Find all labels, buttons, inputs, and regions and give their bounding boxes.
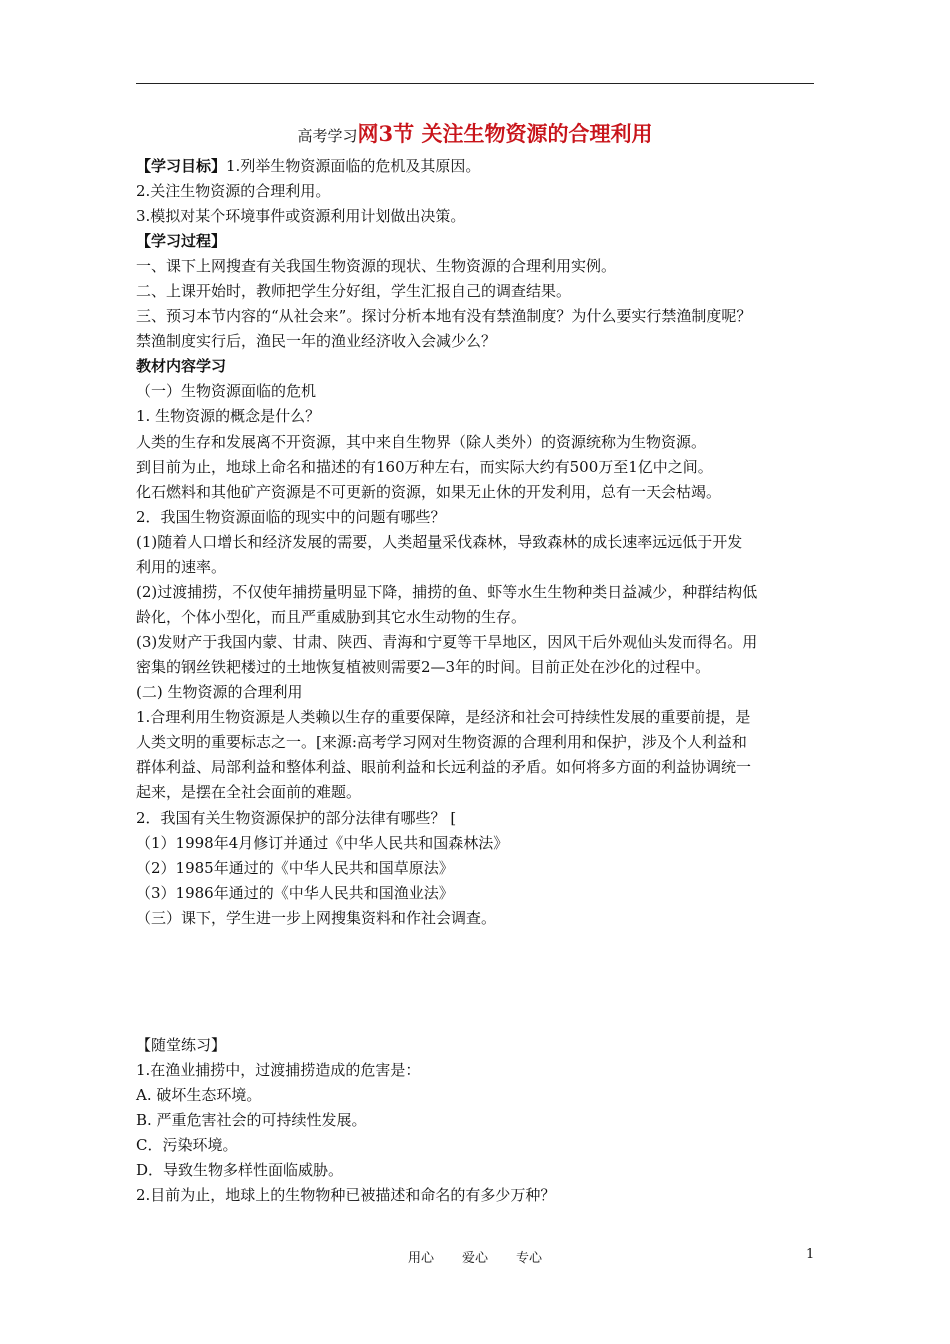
practice-line: A. 破坏生态环境。 (136, 1086, 262, 1104)
practice-line: C．污染环境。 (136, 1136, 238, 1154)
page-title (0, 118, 950, 148)
content-line: （1）1998年4月修订并通过《中华人民共和国森林法》 (136, 834, 509, 852)
content-line: (2)过渡捕捞，不仅使年捕捞量明显下降，捕捞的鱼、虾等水生生物种类日益减少，种群结构低 (136, 583, 758, 601)
content-line: （2）1985年通过的《中华人民共和国草原法》 (136, 859, 454, 877)
objective-item: 3.模拟对某个环境事件或资源利用计划做出决策。 (136, 207, 466, 225)
content-line: 2．我国有关生物资源保护的部分法律有哪些？ [ (136, 809, 457, 827)
content-line: 2．我国生物资源面临的现实中的问题有哪些？ (136, 508, 446, 526)
objective-item: 1.列举生物资源面临的危机及其原因。 (226, 157, 481, 175)
header-rule (136, 83, 814, 84)
objectives-label: 【学习目标】 (136, 157, 227, 175)
content-line: 起来，是摆在全社会面前的难题。 (136, 783, 362, 801)
process-line: 二、上课开始时，教师把学生分好组，学生汇报自己的调查结果。 (136, 282, 572, 300)
content-line: (3)发财产于我国内蒙、甘肃、陕西、青海和宁夏等干旱地区，因风干后外观仙头发而得名。用 (136, 633, 758, 651)
objectives-line-1 (136, 154, 480, 179)
practice-line: B. 严重危害社会的可持续性发展。 (136, 1111, 367, 1129)
content-line: 1. 生物资源的概念是什么？ (136, 407, 321, 425)
content-line: (二) 生物资源的合理利用 (136, 683, 303, 701)
practice-line: 2.目前为止，地球上的生物物种已被描述和命名的有多少万种？ (136, 1186, 556, 1204)
content-line: 龄化，个体小型化，而且严重威胁到其它水生动物的生存。 (136, 608, 527, 626)
content-heading: 教材内容学习 (136, 357, 227, 375)
content-line: （一）生物资源面临的危机 (136, 382, 317, 400)
footer-word: 用心 (407, 1251, 434, 1266)
process-line: 禁渔制度实行后，渔民一年的渔业经济收入会减少么？ (136, 332, 497, 350)
content-line: 利用的速率。 (136, 558, 227, 576)
content-line: （3）1986年通过的《中华人民共和国渔业法》 (136, 884, 454, 902)
content-line: 人类的生存和发展离不开资源，其中来自生物界（除人类外）的资源统称为生物资源。 (136, 433, 707, 451)
footer-word: 爱心 (461, 1251, 488, 1266)
process-line: 一、课下上网搜查有关我国生物资源的现状、生物资源的合理利用实例。 (136, 257, 617, 275)
content-line: 到目前为止，地球上命名和描述的有160万种左右，而实际大约有500万至1亿中之间。 (136, 458, 713, 476)
title-prefix: 高考学习 (297, 127, 358, 145)
content-line: （三）课下，学生进一步上网搜集资料和作社会调查。 (136, 909, 497, 927)
footer-word: 专心 (516, 1251, 543, 1266)
content-line: 人类文明的重要标志之一。[来源:高考学习网对生物资源的合理利用和保护，涉及个人利益和 (136, 733, 747, 751)
practice-line: D．导致生物多样性面临威胁。 (136, 1161, 344, 1179)
content-line: 密集的钢丝铁耙楼过的土地恢复植被则需要2—3年的时间。目前正处在沙化的过程中。 (136, 658, 711, 676)
content-line: (1)随着人口增长和经济发展的需要，人类超量采伐森林，导致森林的成长速率远远低于开发 (136, 533, 743, 551)
process-label: 【学习过程】 (136, 232, 227, 250)
practice-label: 【随堂练习】 (136, 1036, 227, 1054)
objective-item: 2.关注生物资源的合理利用。 (136, 182, 331, 200)
page-number: 1 (806, 1247, 815, 1262)
process-line: 三、预习本节内容的“从社会来”。探讨分析本地有没有禁渔制度？为什么要实行禁渔制度呢？ (136, 307, 752, 325)
content-line: 群体利益、局部利益和整体利益、眼前利益和长远利益的矛盾。如何将多方面的利益协调统一 (136, 758, 752, 776)
content-line: 化石燃料和其他矿产资源是不可更新的资源，如果无止休的开发利用，总有一天会枯竭。 (136, 483, 722, 501)
title-main: 网3节 关注生物资源的合理利用 (357, 121, 653, 146)
content-line: 1.合理利用生物资源是人类赖以生存的重要保障，是经济和社会可持续性发展的重要前提，是 (136, 708, 751, 726)
practice-line: 1.在渔业捕捞中，过渡捕捞造成的危害是： (136, 1061, 421, 1079)
